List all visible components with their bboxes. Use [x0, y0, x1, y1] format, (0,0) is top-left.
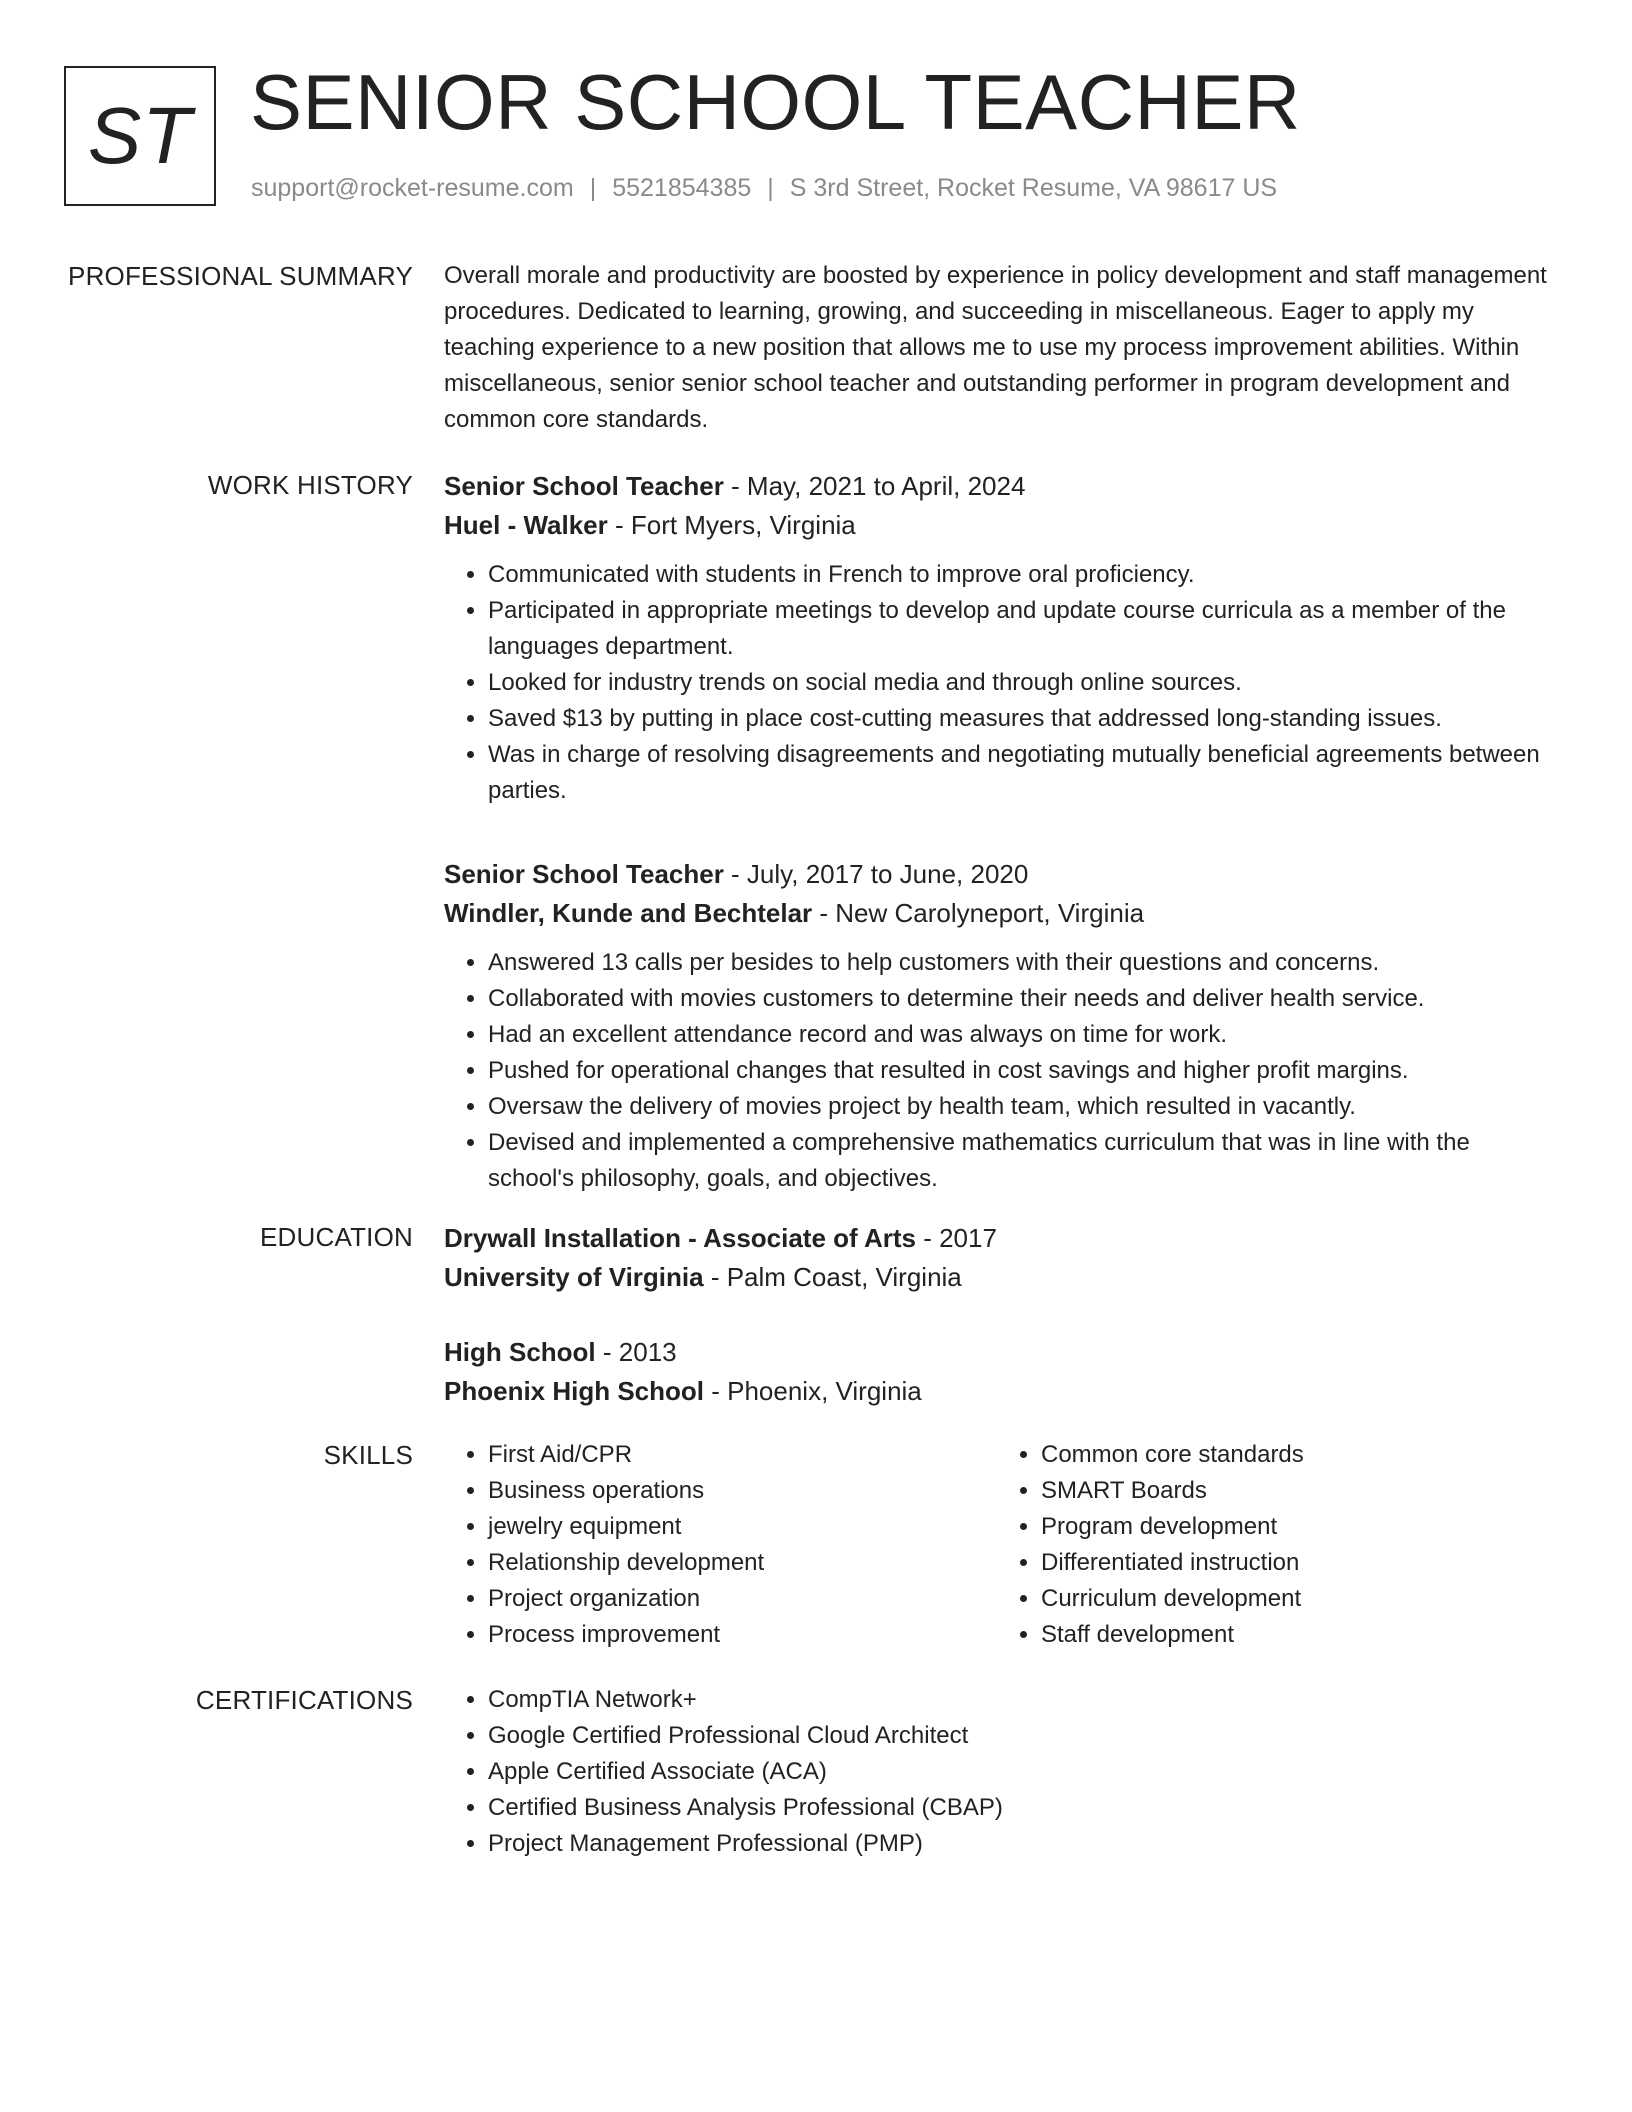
job-location: - New Carolyneport, Virginia [812, 898, 1145, 928]
list-item: • Certified Business Analysis Professional (CBAP) [488, 1790, 1550, 1826]
job-bullets [444, 557, 1550, 809]
summary-text: Overall morale and productivity are boosted by experience in policy development and staff management procedures. Dedicated to learning, growing, and succeeding in miscellaneous. Eager to apply my teaching experience to a new position that allows me to use my process improvement abilities. Within miscellaneous, senior senior school teacher and outstanding performer in program development and common core standards. [444, 262, 1547, 433]
job-title-line [444, 855, 1550, 894]
contact-phone: 5521854385 [612, 174, 752, 202]
education-school: Phoenix High School [444, 1376, 705, 1406]
job-company: Huel - Walker [444, 510, 608, 540]
list-item: • Had an excellent attendance record and was always on time for work. [488, 1017, 1550, 1053]
education-location: - Phoenix, Virginia [704, 1376, 922, 1406]
job-title: Senior School Teacher [444, 859, 724, 889]
list-item: • Communicated with students in French to improve oral proficiency. [488, 557, 1550, 593]
education-year: - 2013 [595, 1337, 677, 1367]
skills-label: SKILLS [323, 1440, 413, 1470]
list-item: • Was in charge of resolving disagreements and negotiating mutually beneficial agreements between parties. [488, 737, 1550, 809]
education-degree: Drywall Installation - Associate of Arts [444, 1223, 916, 1253]
job-dates: - May, 2021 to April, 2024 [723, 471, 1026, 501]
summary-label: PROFESSIONAL SUMMARY [68, 261, 413, 291]
list-item: • Business operations [488, 1473, 997, 1509]
list-item: • Participated in appropriate meetings to develop and update course curricula as a member of the languages department. [488, 593, 1550, 665]
list-item: • Answered 13 calls per besides to help customers with their questions and concerns. [488, 945, 1550, 981]
list-item: • Common core standards [1041, 1437, 1550, 1473]
list-item: • CompTIA Network+ [488, 1682, 1550, 1718]
list-item: • Process improvement [488, 1617, 997, 1653]
list-item: • jewelry equipment [488, 1509, 997, 1545]
skills-list-left [444, 1437, 997, 1653]
job-bullets [444, 945, 1550, 1197]
resume-title: SENIOR SCHOOL TEACHER [250, 58, 1301, 146]
education-school: University of Virginia [444, 1262, 704, 1292]
job-entry [444, 467, 1550, 809]
education-body [444, 1219, 1550, 1411]
education-degree-line [444, 1219, 1550, 1258]
list-item: • Relationship development [488, 1545, 997, 1581]
list-item: • Saved $13 by putting in place cost-cutting measures that addressed long-standing issues. [488, 701, 1550, 737]
list-item: • Project organization [488, 1581, 997, 1617]
contact-separator: | [767, 174, 774, 202]
list-item: • Looked for industry trends on social media and through online sources. [488, 665, 1550, 701]
skills-body [444, 1437, 1550, 1653]
contact-separator: | [589, 174, 597, 202]
education-school-line [444, 1372, 1550, 1411]
education-degree-line [444, 1333, 1550, 1372]
list-item: • Google Certified Professional Cloud Architect [488, 1718, 1550, 1754]
contact-email: support@rocket-resume.com [251, 174, 574, 202]
list-item: • Collaborated with movies customers to determine their needs and deliver health service. [488, 981, 1550, 1017]
contact-line [251, 173, 1277, 203]
job-title-line [444, 467, 1550, 506]
list-item: • Apple Certified Associate (ACA) [488, 1754, 1550, 1790]
education-school-line [444, 1258, 1550, 1297]
work-history-body [444, 467, 1550, 1197]
certifications-label: CERTIFICATIONS [195, 1685, 413, 1715]
job-company-line [444, 506, 1550, 545]
contact-address: S 3rd Street, Rocket Resume, VA 98617 US [789, 174, 1278, 202]
work-history-label: WORK HISTORY [207, 470, 413, 500]
list-item: • Program development [1041, 1509, 1550, 1545]
job-company: Windler, Kunde and Bechtelar [444, 898, 813, 928]
certifications-body [444, 1682, 1550, 1862]
list-item: • Project Management Professional (PMP) [488, 1826, 1550, 1862]
education-label: EDUCATION [260, 1222, 413, 1252]
education-year: - 2017 [915, 1223, 997, 1253]
certifications-list [444, 1682, 1550, 1862]
list-item: • Oversaw the delivery of movies project by health team, which resulted in vacantly. [488, 1089, 1550, 1125]
skills-list-right [997, 1437, 1550, 1653]
job-title: Senior School Teacher [444, 471, 724, 501]
education-degree: High School [444, 1337, 596, 1367]
summary-body [444, 258, 1550, 438]
job-location: - Fort Myers, Virginia [607, 510, 856, 540]
list-item: • First Aid/CPR [488, 1437, 997, 1473]
monogram-logo: ST [64, 66, 216, 206]
list-item: • Devised and implemented a comprehensive mathematics curriculum that was in line with the school's philosophy, goals, and objectives. [488, 1125, 1550, 1197]
education-location: - Palm Coast, Virginia [703, 1262, 962, 1292]
list-item: • Differentiated instruction [1041, 1545, 1550, 1581]
list-item: • Curriculum development [1041, 1581, 1550, 1617]
education-entry [444, 1333, 1550, 1411]
list-item: • Pushed for operational changes that resulted in cost savings and higher profit margins. [488, 1053, 1550, 1089]
list-item: • Staff development [1041, 1617, 1550, 1653]
education-entry [444, 1219, 1550, 1297]
skills-grid [444, 1437, 1550, 1653]
job-company-line [444, 894, 1550, 933]
list-item: • SMART Boards [1041, 1473, 1550, 1509]
job-entry [444, 855, 1550, 1197]
job-dates: - July, 2017 to June, 2020 [723, 859, 1029, 889]
